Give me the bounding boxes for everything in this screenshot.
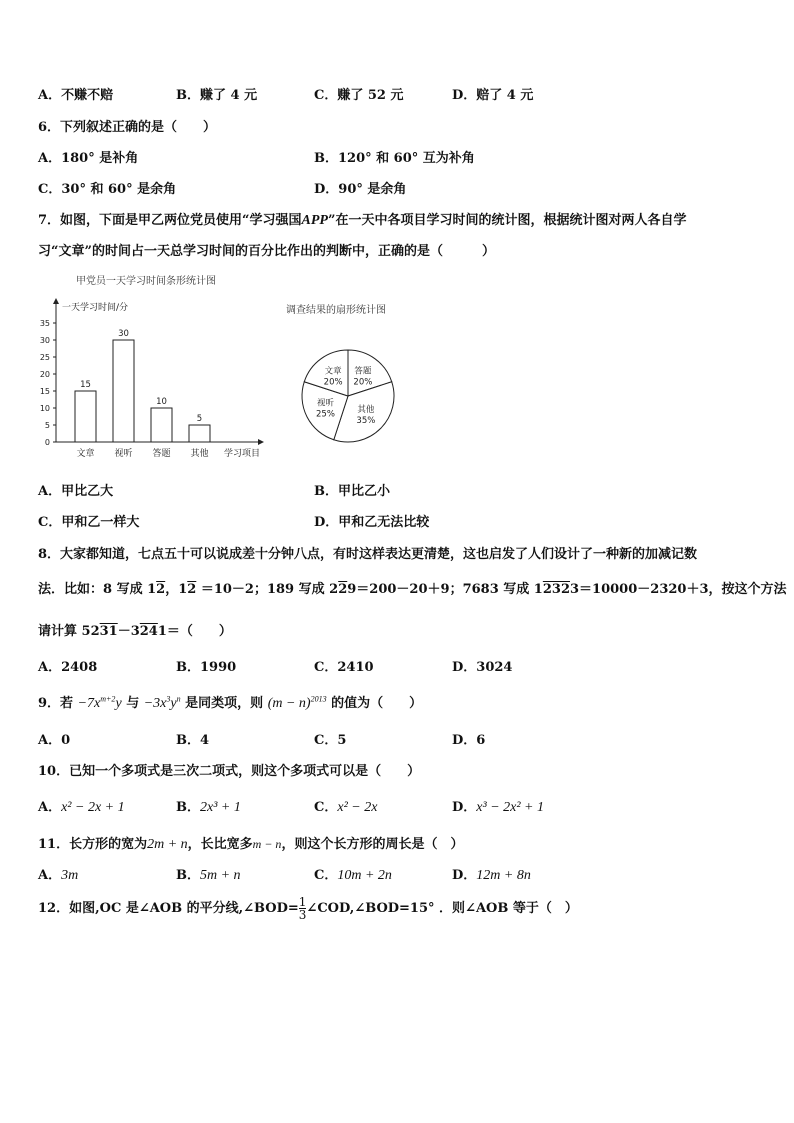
y-tick-label: 25 — [39, 353, 50, 362]
bar — [113, 340, 134, 442]
bar-data-label: 5 — [196, 414, 203, 424]
bar-chart-title: 甲党员一天学习时间条形统计图 — [76, 276, 216, 287]
y-tick-label: 10 — [39, 404, 50, 413]
q6-stem: 6．下列叙述正确的是（ ） — [38, 120, 217, 135]
x-axis-label: 学习项目 — [224, 449, 261, 459]
q8-line1: 8．大家都知道，七点五十可以说成差十分钟八点，有时这样表达更清楚，这也启发了人们设计了一种新的加减记数 — [38, 547, 698, 562]
q5-option-c: C．赚了 52 元 — [314, 88, 404, 103]
q6-option-d: D．90° 是余角 — [314, 182, 407, 197]
q9-option-b: B．4 — [176, 733, 210, 748]
q8-option-a: A．2408 — [38, 660, 98, 675]
bar-data-label: 10 — [156, 397, 167, 407]
q6-option-a: A．180° 是补角 — [38, 151, 139, 166]
q8-option-b: B．1990 — [176, 660, 237, 675]
y-axis-arrow — [53, 298, 59, 304]
q8-option-c: C．2410 — [314, 660, 374, 675]
q8-option-d: D．3024 — [452, 660, 513, 675]
q7-option-b: B．甲比乙小 — [314, 484, 390, 499]
x-tick-label: 文章 — [76, 449, 95, 459]
q5-option-b: B．赚了 4 元 — [176, 88, 258, 103]
bar — [75, 391, 96, 442]
q10-option-c: C．x² − 2x — [314, 800, 378, 815]
bar-chart — [30, 290, 280, 462]
q7-option-c: C．甲和乙一样大 — [38, 515, 140, 530]
q5-option-a: A．不赚不赔 — [38, 88, 114, 103]
pie-slice-value: 20% — [323, 377, 343, 388]
y-tick-label: 0 — [44, 438, 50, 447]
q6-option-b: B．120° 和 60° 互为补角 — [314, 151, 475, 166]
x-tick-label: 视听 — [114, 449, 133, 459]
bar — [189, 425, 210, 442]
q5-option-d: D．赔了 4 元 — [452, 88, 534, 103]
pie-slice-value: 35% — [356, 415, 376, 426]
one-third-fraction: $\frac{1}{3}$ — [298, 895, 307, 922]
q9-option-d: D．6 — [452, 733, 486, 748]
q10-stem: 10．已知一个多项式是三次二项式，则这个多项式可以是（ ） — [38, 764, 421, 779]
q9-option-c: C．5 — [314, 733, 347, 748]
x-tick-label: 答题 — [152, 449, 171, 459]
q9-stem: 9．若 $-7x^{m+2}y$ 与 $-3x^3y^n$ 是同类项，则 $(m - n)^{2013}$ 的值为（ ） — [38, 694, 423, 711]
y-axis-label: 一天学习时间/分 — [62, 303, 129, 313]
pie-slice-label: 其他 — [357, 404, 375, 415]
y-tick-label: 15 — [39, 387, 50, 396]
q6-option-c: C．30° 和 60° 是余角 — [38, 182, 177, 197]
pie-slice-label: 文章 — [324, 366, 342, 377]
q11-stem: 11．长方形的宽为2m + n，长比宽多m − n，则这个长方形的周长是（ ） — [38, 837, 464, 852]
pie-chart-title: 调查结果的扇形统计图 — [286, 305, 386, 316]
bar-data-label: 30 — [118, 329, 129, 339]
q11-option-c: C．10m + 2n — [314, 868, 392, 883]
q10-option-b: B．2x³ + 1 — [176, 800, 241, 815]
q10-option-a: A．x² − 2x + 1 — [38, 800, 125, 815]
y-tick-label: 5 — [44, 421, 50, 430]
pie-slice-label: 视听 — [316, 398, 334, 409]
pie-slice-value: 25% — [316, 409, 335, 420]
q10-option-d: D．x³ − 2x² + 1 — [452, 800, 544, 815]
bar-data-label: 15 — [80, 380, 91, 390]
q7-stem-line1: 7．如图，下面是甲乙两位党员使用“学习强国APP”在一天中各项目学习时间的统计图，根据统计图对两人各自学 — [38, 213, 687, 228]
q8-line2: 法．比如：8 写成 12，12 ＝10－2；189 写成 229＝200－20＋9；7683 写成 12323＝10000－2320＋3，按这个方法 — [38, 582, 787, 597]
bar — [151, 408, 172, 442]
q7-option-a: A．甲比乙大 — [38, 484, 114, 499]
q11-option-b: B．5m + n — [176, 868, 241, 883]
x-tick-label: 其他 — [190, 449, 209, 459]
pie-slice-label: 答题 — [354, 366, 372, 377]
q11-option-d: D．12m + 8n — [452, 868, 531, 883]
y-tick-label: 30 — [39, 336, 50, 345]
q8-line3: 请计算 5231－3241＝（ ） — [38, 624, 232, 639]
q7-option-d: D．甲和乙无法比较 — [314, 515, 430, 530]
q12-stem: 12．如图,OC 是∠AOB 的平分线,∠BOD= $\frac{1}{3}$ ∠COD,∠BOD=15° ．则∠AOB 等于（ ） — [38, 895, 578, 922]
pie-chart — [296, 348, 402, 448]
q7-stem-line2: 习“文章”的时间占一天总学习时间的百分比作出的判断中，正确的是（ ） — [38, 244, 495, 259]
q9-option-a: A．0 — [38, 733, 71, 748]
pie-slice-value: 20% — [353, 377, 373, 388]
q11-option-a: A．3m — [38, 868, 79, 883]
x-axis-arrow — [258, 439, 264, 445]
y-tick-label: 20 — [39, 370, 50, 379]
y-tick-label: 35 — [39, 319, 50, 328]
